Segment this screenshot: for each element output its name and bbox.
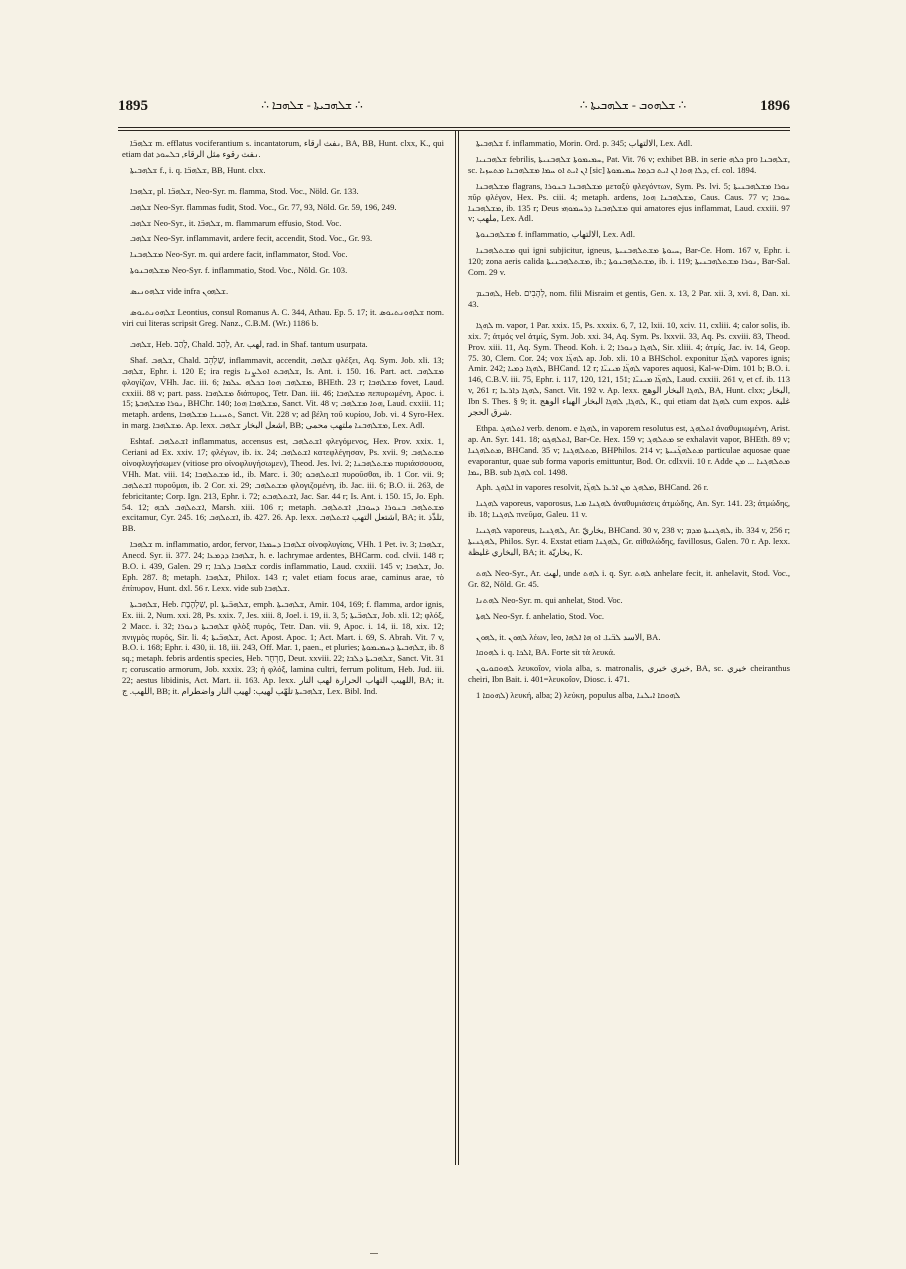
dictionary-entry: ܫܠܗܘܢܝܣ vide infra ܫܠܗܘܢ. xyxy=(130,286,229,297)
left-column xyxy=(122,138,444,1168)
dictionary-entry: ܫܠܗܒܐ m. inflammatio, ardor, fervor, ܫܠܗܒܐ ܕܚܡܪܐ οἰνοφλυγίαις, VHh. 1 Pet. iv. 3; ܫܠܗܒܐ, Anecd. Syr. ii. 377. 24; ܫܠܗܒܐ ܕܕܡܥܐ, h. e. lachrymae ardentes, BHCarm. cod. clvii. 148 r; B.O. i. 439, Galen. 29 r; ܫܠܗܒܐ ܕܠܒܐ cordis inflammatio, Laud. cxxiii. 145 v; ܫܠܗܒܐ, Jo. Eph. 287. 8; metaph. ܫܠܗܒܐ, Philox. 143 r; valet etiam focus arae, caminus arae, τὸ ἐπίπυρον, Hunt. dxl. 56 r. Lexx. vide sub ܫܠܗܒܐ. xyxy=(122,539,444,593)
footer-mark xyxy=(370,1253,378,1254)
dictionary-entry: ܡܫܠܗܒܢܐ flagrans, ܡܫܠܗܒܢܐ ܒܢܘܪܐ μεταξὺ φλεγόντων, Sym. Ps. lvi. 5; ܢܘܪܐ ܡܫܠܗܒܢܝܬܐ πῦρ φλέγον, Hex. Ps. ciii. 4; metaph. ardens, ܡܫܠܗܒܢܐ ܗܘܐ, Caus. Caus. 77 v; ܚܘܒܐ ܡܫܠܗܒܢܐ, ib. 135 r; Deus ܡܫܠܗܒܢܐ ܕܪܚܡܘܗܝ qui amatores ejus inflammat, Laud. cxxiii. 97 v; ملهب, Lex. Adl. xyxy=(468,180,790,224)
dictionary-entry: ܫܠܗܒܝܬܐ f. inflammatio, Morin. Ord. p. 345; الالتهاب, Lex. Adl. xyxy=(476,138,693,148)
dictionary-entry: ܫܠܗܒܝܬܐ, Heb. שַׁלְהֶבֶת, pl. ܫܠܗܒ̈ܝܬܐ, emph. ܫܠܗܒܝܬܐ, Amir. 104, 169; f. flamma, ardor ignis, Ex. iii. 2, Num. xxi. 28, Ps. xxix. 7, Jes. xiii. 8, Joel. i. 19, ii. 3, 5; ܫܠܗܒ̈ܝܬܐ, Job. xli. 12; φλόξ, 2 Macc. i. 32; ܫܠܗܒܝܬܐ ܕܢܘܪܐ φλὸξ πυρός, Tetr. Dan. vii. 9, Apoc. i. 14, ii. 18, xix. 12; πνιγμὸς πυρός, Sir. li. 4; ܫܠܗܒ̈ܝܬܐ, Act. Apost. Apoc. 1; Act. Mart. i. 69, S. Abrah. Vit. 7 v, B.O. i. 168; Ephr. i. 430, ii. 18, iii. 243, Off. Mar. 1, paen., et pluries; ܫܠܗܒܝܬܐ ܕܚܡܝܡܘܬܐ, ib. 8 sq.; metaph. febris ardentis species, Heb. חַרְחֻר, Deut. xxviii. 22; ܫܠܗܒܝܬܐ ܕܠܒܐ, Sanct. Vit. 31 r; coruscatio armorum, Job. xxxix. 23; ἡ φλόξ, lamina cultri, ferrum politum, Heb. Jud. iii. 22; aestus libidinis, Act. Mart. ii. 163. Ap. lexx. اللهيب التهاب الحرارة لهب النار, BA; it. اللهب. ج, BB; it. ܫܠܗܒܝܬܐ تلهّب لهيب: لهيب النار واضطرام, Lex. Bibl. Ind. xyxy=(122,598,444,697)
dictionary-entry: ܠܗܬܢܐ Neo-Syr. m. qui anhelat, Stod. Voc. xyxy=(476,594,623,605)
column-divider xyxy=(455,130,456,1165)
dictionary-entry: ܠܗܒܝܡ, Heb. לְהָבִים, nom. filii Misraim et gentis, Gen. x. 13, 2 Par. xii. 3, xvi. 8, Dan. xi. 43. xyxy=(468,287,790,309)
page-header xyxy=(118,96,790,118)
header-rule xyxy=(118,127,790,128)
dictionary-entry: Ethpa. ܐܬܠܗܓ verb. denom. e ܠܗܓܐ, in vaporem resolutus est, ܐܬܠܗܓ ἀναθυμιωμένη, Arist. ap. An. Syr. 141. 18; ܐܬܠܗܓܘ, Bar-Ce. Hex. 159 v; ܡܬܠܗܓ se exhalavit vapor, BHEth. 89 v; ܡܬܠܗܓܢܐ, BHCand. 35 v; ܡܬܠܗܓܢܐ, BHPhilos. 214 v; ܡܬܠܗܓ̈ܢܝܬܐ particulae aquosae quae evaporantur, quae sub forma vaporis emittuntur, Bod. Or. cdlxvii. 10 r. Adde ܡܬܠܗܓܢܐ ... ܡܢ ܝܡܐ, BB. sub ܠܗܓܐ col. 1498. xyxy=(468,422,790,477)
header-rule-double xyxy=(118,130,790,131)
dictionary-entry: ܫܠܗܘܢܬܝܘܣ Leontius, consul Romanus A. C. 344, Athau. Ep. 5. 17; it. ܫܠܗܘܢܬܝܘܣ nom. viri cui literas scripsit Greg. Nanz., C.B.M. (Wr.) 1186 b. xyxy=(122,307,444,328)
dictionary-entry: ܫܠܗܒ Neo-Syr. flammas fudit, Stod. Voc., Gr. 77, 93, Nöld. Gr. 59, 196, 249. xyxy=(130,201,397,212)
right-column xyxy=(468,138,790,1168)
dictionary-entry: ܫܠܗܒ Neo-Syr. inflammavit, ardere fecit, accendit, Stod. Voc., Gr. 93. xyxy=(130,233,373,244)
dictionary-entry: Eshtaf. ܐܫܬܠܗܒ inflammatus, accensus est, ܐܫܬܠܗܒ φλεγόμενος, Hex. Prov. xxix. 1, Ceriani ad Ex. xxiv. 17; φλέγων, ib. ix. 24; ܐܫܬܠܗܒ κατεφλέγησαν, Ps. xvii. 9; ܡܫܬܠܗܒ οἰνοφλυγήσωμεν (vitiose pro οἰνοφλυγήσωμεν), Theod. Jes. lvi. 2; ܡܫܬܠܗܒܢܐ πυριάσσουσα, VHh. Mat. viii. 14; ܡܫܬܠܗܒܐ id., ib. Marc. i. 30; ܐܫܬܠܗܒܘ πυροῦσθαι, ib. 1 Cor. vii. 9; ܐܫܬܠܗܒ πυροῦμαι, ib. 2 Cor. xi. 29; ܡܫܬܠܗܒ φλογιζομένη, ib. Jac. iii. 6; B.O. ii. 263, de febricitante; Corp. Ign. 213, Ephr. i. 72; ܐܫܬܠܗܒܬ, Jac. Sar. 44 r; Is. Ant. i. 150. 15, Jo. Eph. 54. 12; ܐܫܬܠܗܒ ܠܒܗ, Marsh. xiii. 106 r; metaph. ܡܫܬܠܗܒ ܒܢܘܪܐ ܕܚܘܒܐ, ܐܫܬܠܗܒ excitamur, Cyr. 245. 16; ܐܫܬܠܗܒ, ib. 427. 26. Ap. lexx. اشتعل التهب ܐܫܬܠܗܒ, BA; it. تلذّذ, BB. xyxy=(122,436,444,534)
page-number-right: 1896 xyxy=(760,98,790,114)
dictionary-entry: ܡܫܠܗܒܢܘܬܐ Neo-Syr. f. inflammatio, Stod. Voc., Nöld. Gr. 103. xyxy=(130,265,348,276)
dictionary-entry: ܡܫܬܠܗܒܢܐ qui igni subjicitur, igneus, ܚܝܘܬܐ ܡܫܬܠܗܒܢܝܬܐ, Bar-Ce. Hom. 167 v, Ephr. i. 120; zona aeris calida ܡܫܬܠܗܒܢܝܬܐ, ib.; ܡܫܬܠܗܒܢܘܬܐ, ib. i. 119; ܢܘܪܐ ܡܫܬܠܗܒܢܝܬܐ, Bar-Sal. Com. 29 v. xyxy=(468,245,790,278)
dictionary-entry: ܠܗܬܐ Neo-Syr. f. anhelatio, Stod. Voc. xyxy=(476,610,605,621)
dictionary-entry: ܫܠܗܒܝܬܐ f., i. q. ܫܠܗܒ̈ܐ, BB, Hunt. clxx. xyxy=(130,164,266,175)
dictionary-entry: ܡܫܠܗܒܢܘܬܐ f. inflammatio, الالتهاب, Lex. Adl. xyxy=(476,229,636,240)
dictionary-entry: Shaf. ܫܠܗܒ, Chald. שַׁלְהֵב, inflammavit, accendit, ܫܠܗܒ φλέξει, Aq. Sym. Job. xli. 13; ܫܠܗܒ, Ephr. i. 120 E; ira regis ܫܠܗܒܬ ܐܘܠܨܢܐ, Is. Ant. i. 150. 16. Part. act. ܡܫܠܗܒ φλογίζων, VHh. Jac. iii. 6; ܡܫܠܗܒ ܗܘܐ ܒܟܠܗ ܥܠܡܐ, BHEth. 23 r; ܡܫܠܗܒܐ fovet, Laud. cxxiii. 88 v; part. pass. ܡܫܠܗܒܐ διάπυρος, Tetr. Dan. iii. 46; ܡܫܠܗܒܐ πεπυρωμένη, Apoc. i. 15; ܢܘܪܐ ܡܫܠܗܒܬܐ, BHChr. 140; ܡܫܠܗܒܐ ܗܘܐ, Sanct. Vit. 48 v; ܗܘܐ ܡܫܠܗܒ, Laud. cxxiii. 11; metaph. ardens, ܬܚܢܢܐ ܡܫܠܗܒܐ, Sanct. Vit. 228 v; ad βέλη τοῦ κυρίου, Job. vi. 4 Syro-Hex. in marg. ܡܫܠܗܒܐ. Ap. lexx. اشعل البخار ܫܠܗܒ, BB; ܡܫܠܗܒܢܐ ملتهب محمى, Lex. Adl. xyxy=(122,354,444,431)
dictionary-entry: ܫܠܗܒ, Heb. לָהַב, Chald. לְהַב, Ar. لهب, rad. in Shaf. tantum usurpata. xyxy=(130,338,368,349)
dictionary-entry: ܠܗܓܐ m. vapor, 1 Par. xxix. 15, Ps. xxxix. 6, 7, 12, lxii. 10, xciv. 11, cxliii. 4; calor solis, ib. xix. 7; ἀτμός vel ἀτμίς, Sym. Job. xxi. 34, Aq. Sym. Ps. lxxvii. 33, Aq. Ps. cxviii. 83, Theod. Prov. xiii. 11, Aq. Sym. Theod. Koh. i. 2; ܠܗܓܐ ܕܢܘܪܐ, Sir. xliii. 4; ἀτμίς, Jac. iv. 14, Geop. 75. 30, Clem. Cor. 24; vox ܠܗܓ̈ܐ ap. Job. xli. 10 a BHSchol. exponitur ܠܗܓ̈ܐ vapores ignis; Amir. 242; ܠܗܓܐ ܕܡܝܐ, BHCand. 12 r; ܠܗܓ̈ܐ ܡܝܢܝ̈ܐ vapores aquosi, Kal-w-Dim. 101 b; B.O. i. 146, C.B.V. iii. 75, Ephr. i. 117, 120, 121, 151; ܠܗܓ̈ܐ ܡܝܢܝ̈ܐ, Laud. cxxiii. 261 v, et cf. ib. 113 v, 261 r; ܠܗܓܐ ܕܐܪܥܐ, Sanct. Vit. 192 v. Ap. lexx. ܠܗܓܐ البخار الوهج, BA, Hunt. clxx; البخار, Ibn S. Thes. § 9; it. ܠܗܓܐ, ܠܗܓܐ البخار الهباء الوهج, K., qui etiam dat ܠܗܓܐ cum expos. غلبة شرق الحجر. xyxy=(468,319,790,418)
dictionary-entry: ܡܫܠܗܒܢܐ Neo-Syr. m. qui ardere facit, inflammator, Stod. Voc. xyxy=(130,249,348,260)
dictionary-entry: ܠܗܬ Neo-Syr., Ar. لهث, unde ܠܗܬ i. q. Syr. ܠܗܬ anhelare fecit, it. anhelavit, Stod. Voc., Gr. 82, Nöld. Gr. 45. xyxy=(468,567,790,589)
dictionary-entry: ܠܗܘܢ, it. ܠܗܘܢ λέων, leo, الاسد ܠܒ̈ܝܐ. ܐܘ ܗܐ ܐܠܗܐ, BA. xyxy=(476,631,661,642)
column-divider-double xyxy=(458,130,459,1165)
dictionary-entry: ܫܠܗܒ Neo-Syr., it. ܫܠܗܒ̈ܐ, m. flammarum effusio, Stod. Voc. xyxy=(130,217,342,228)
running-title-left: ∴ ܫܠܗܒܝܬܐ - ܫܠܗܒܐ ∴ xyxy=(261,98,363,112)
dictionary-entry: ܠܗܘܩܐ 1) λευκή, alba; 2) λεύκη, populus alba, ܠܗܘܩܐ ܐܝܠܢܐ xyxy=(476,690,681,701)
running-title-right: ∴ ܫܠܗܘܒ - ܫܠܗܒܝܬܐ ∴ xyxy=(579,98,687,112)
dictionary-entry: ܫܠܗܒܐ, pl. ܫܠܗܒ̈ܐ, Neo-Syr. m. flamma, Stod. Voc., Nöld. Gr. 133. xyxy=(130,185,359,196)
dictionary-entry: Aph. ܐܠܗܓ in vapores resolvit, ܡܠܗܓ ܡܢ ܐܪܥܐ ܠܗܓ̈ܐ, BHCand. 26 r. xyxy=(476,482,709,493)
dictionary-entry: ܫܠܗܒܢܝܐ febrilis, ܚܡܝܡܘܬܐ ܫܠܗܒܢܝܬܐ, Pat. Vit. 76 v; exhibet BB. in serie ܟܠܗ pro ܫܠܗܒܢܐ, sc. ܐܢ ܐܝܬ ܐܘ ܚܡܐ ܡܫܠܗܒܢܐ ܡܬܚܙܝܐ [sic] ܕܠܐ ܗܘܐ ܐܢ ܐܝܬ ܒܕܡܐ ܚܡܝܡܘܬܐ, cf. col. 1894. xyxy=(468,153,790,175)
page-number-left: 1895 xyxy=(118,98,148,114)
dictionary-entry: ܠܗܘܩܐ i. q. ܐܠܟܐ, BA. Forte sit τὰ λευκά. xyxy=(476,647,616,658)
dictionary-entry: ܠܗܘܩܘܝܘܢ λευκοΐον, viola alba, s. matronalis, خيري خيري, BA, sc. خيري cheiranthus cheiri, Ibn Bait. i. 401=λευκοΐον, Diosc. i. 471. xyxy=(468,663,790,685)
dictionary-entry: ܫܠܗܒ̈ܐ m. efflatus vociferantium s. incantatorum, ܢفث ارقاء, BA, BB, Hunt. clxx, K., qui etiam dat ܢفث رقوء مثل الرقاء, ܒܠܚܘܕ. xyxy=(122,138,444,159)
dictionary-entry: ܠܗܓܢܐ vaporeus, vaporosus, ܠܗܓܢܐ ܡܝܐ ἀναθυμιάσεις ἀτμώδης, An. Syr. 141. 23; ἀτμώδης, ib. 18; ܠܗܓܢܐ πνεῦμα, Galeu. 11 v. xyxy=(468,498,790,520)
dictionary-entry: ܠܗܓܢܝܐ vaporeus, ܠܗܓܢܝܐ, Ar. بخاريّ, BHCand. 30 v, 238 v; ܠܗܓܢܝܬܐ ܡܕܡ, ib. 334 v, 256 r; ܠܗܓܢܝܬܐ, Philos. Syr. 4. Exstat etiam ܠܗܓܢܐ, Gr. αἰθαλώδης, favillosus, Galen. 70 r. Ap. lexx. البخاري غليظة, BA; it. بخاريّة, K. xyxy=(468,525,790,557)
